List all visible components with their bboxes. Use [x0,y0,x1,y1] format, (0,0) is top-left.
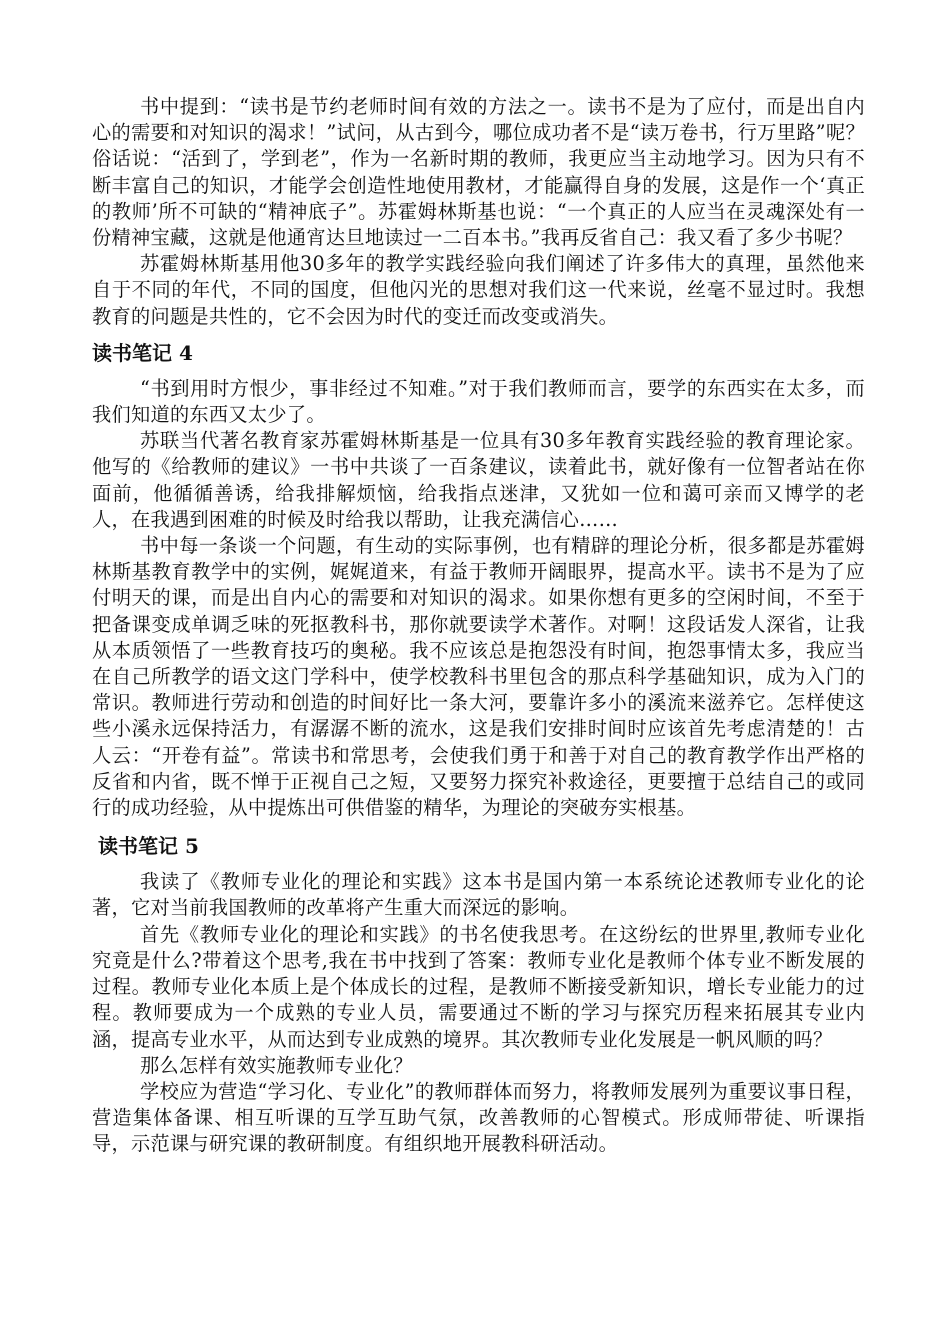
paragraph: 书中每一条谈一个问题，有生动的实际事例，也有精辟的理论分析，很多都是苏霍姆林斯基教育教学中的实例，娓娓道来，有益于教师开阔眼界，提高水平。读书不是为了应付明天的课，而是出自内心的需要和对知识的渴求。如果你想有更多的空闲时间，不至于把备课变成单调乏味的死抠教科书，那你就要读学术著作。对啊！这段话发人深省，让我从本质领悟了一些教育技巧的奥秘。我不应该总是抱怨没有时间，抱怨事情太多，我应当在自己所教学的语文这门学科中，使学校教科书里包含的那点科学基础知识，成为入门的常识。教师进行劳动和创造的时间好比一条大河，要靠许多小的溪流来滋养它。怎样使这些小溪永远保持活力，有潺潺不断的流水，这是我们安排时间时应该首先考虑清楚的！古人云：“开卷有益”。常读书和常思考，会使我们勇于和善于对自己的教育教学作出严格的反省和内省，既不惮于正视自己之短，又要努力探究补救途径，更要擅于总结自己的或同行的成功经验，从中提炼出可供借鉴的精华，为理论的突破夯实根基。 [92,534,865,820]
paragraph: 苏霍姆林斯基用他30多年的教学实践经验向我们阐述了许多伟大的真理，虽然他来自于不同的年代，不同的国度，但他闪光的思想对我们这一代来说，丝毫不显过时。我想教育的问题是共性的，它不会因为时代的变迁而改变或消失。 [92,252,865,328]
section-heading-note-4: 读书笔记 4 [92,340,193,365]
paragraph: 学校应为营造“学习化、专业化”的教师群体而努力，将教师发展列为重要议事日程，营造集体备课、相互听课的互学互助气氛，改善教师的心智模式。形成师带徒、听课指导，示范课与研究课的教研制度。有组织地开展教科研活动。 [92,1079,865,1156]
document-page [92,94,865,1158]
paragraph: 首先《教师专业化的理论和实践》的书名使我思考。在这纷纭的世界里,教师专业化究竟是什么?带着这个思考,我在书中找到了答案：教师专业化是教师个体专业不断发展的过程。教师专业化本质上是个体成长的过程，是教师不断接受新知识，增长专业能力的过程。教师要成为一个成熟的专业人员，需要通过不断的学习与探究历程来拓展其专业内涵，提高专业水平，从而达到专业成熟的境界。其次教师专业化发展是一帆风顺的吗？ [92,922,865,1051]
paragraph: “书到用时方恨少，事非经过不知难。”对于我们教师而言，要学的东西实在太多，而我们知道的东西又太少了。 [92,376,865,427]
section-heading-note-5: 读书笔记 5 [98,834,199,859]
paragraph: 书中提到：“读书是节约老师时间有效的方法之一。读书不是为了应付，而是出自内心的需要和对知识的渴求！”试问，从古到今，哪位成功者不是“读万卷书，行万里路”呢？俗话说：“活到了，学到老”，作为一名新时期的教师，我更应当主动地学习。因为只有不断丰富自己的知识，才能学会创造性地使用教材，才能赢得自身的发展，这是作一个‘真正的教师’所不可缺的“精神底子”。苏霍姆林斯基也说：“一个真正的人应当在灵魂深处有一份精神宝藏，这就是他通宵达旦地读过一二百本书。”我再反省自己：我又看了多少书呢？ [92,95,865,250]
paragraph: 我读了《教师专业化的理论和实践》这本书是国内第一本系统论述教师专业化的论著，它对当前我国教师的改革将产生重大而深远的影响。 [92,870,865,920]
paragraph: 那么怎样有效实施教师专业化？ [140,1053,413,1077]
paragraph: 苏联当代著名教育家苏霍姆林斯基是一位具有30多年教育实践经验的教育理论家。他写的《给教师的建议》一书中共谈了一百条建议，读着此书，就好像有一位智者站在你面前，他循循善诱，给我排解烦恼，给我指点迷津，又犹如一位和蔼可亲而又博学的老人，在我遇到困难的时候及时给我以帮助，让我充满信心…… [92,429,865,531]
